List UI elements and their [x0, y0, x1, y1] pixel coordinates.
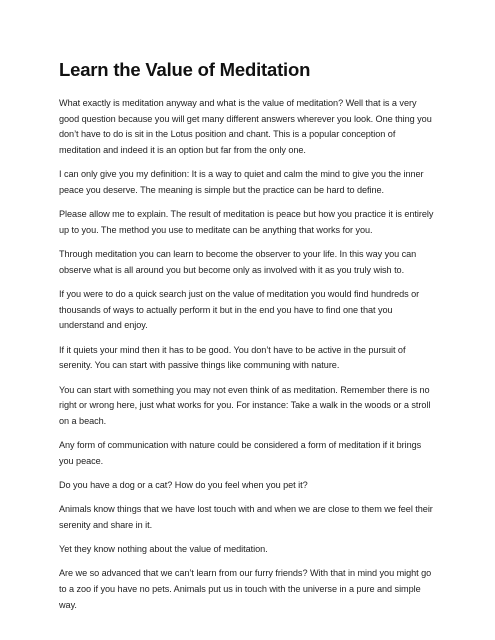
paragraph-4: Through meditation you can learn to become the observer to your life. In this way you can observe what is all around you but become only as involved with it as you truly wish to.	[59, 249, 417, 275]
paragraph-7: You can start with something you may not even think of as meditation. Remember there is no right or wrong here, just what works for you. For instance: Take a walk in the woods or a stroll on a beach.	[59, 384, 431, 426]
paragraph-2: I can only give you my definition: It is a way to quiet and calm the mind to give you the inner peace you deserve. The meaning is simple but the practice can be hard to define.	[59, 169, 424, 196]
paragraph-1: What exactly is meditation anyway and what is the value of meditation? Well that is a very good question because you will get many different answers wherever you look. One thing you don’t have to do is sit in the Lotus position and chant. This is a popular conception of meditation and indeed it is an option but far from the only one.	[59, 98, 432, 156]
paragraph-11: Yet they know nothing about the value of meditation.	[59, 544, 268, 555]
paragraph-8: Any form of communication with nature could be considered a form of meditation if it brings you peace.	[59, 440, 422, 466]
page-title: Learn the Value of Meditation	[59, 59, 311, 80]
paragraph-9: Do you have a dog or a cat? How do you feel when you pet it?	[59, 480, 308, 491]
paragraph-10: Animals know things that we have lost touch with and when we are close to them we feel their serenity and share in it.	[59, 504, 433, 530]
document-body	[59, 58, 437, 622]
paragraph-3: Please allow me to explain. The result of meditation is peace but how you practice it is entirely up to you. The method you use to meditate can be anything that works for you.	[59, 209, 434, 235]
paragraph-6: If it quiets your mind then it has to be good. You don’t have to be active in the pursuit of serenity. You can start with passive things like communing with nature.	[59, 344, 406, 371]
paragraph-12: Are we so advanced that we can’t learn from our furry friends? With that in mind you might go to a zoo if you have no pets. Animals put us in touch with the universe in a pure and simple way.	[59, 568, 432, 610]
paragraph-5: If you were to do a quick search just on the value of meditation you would find hundreds or thousands of ways to actually perform it but in the end you have to find one that you understand and enjoy.	[59, 289, 420, 331]
